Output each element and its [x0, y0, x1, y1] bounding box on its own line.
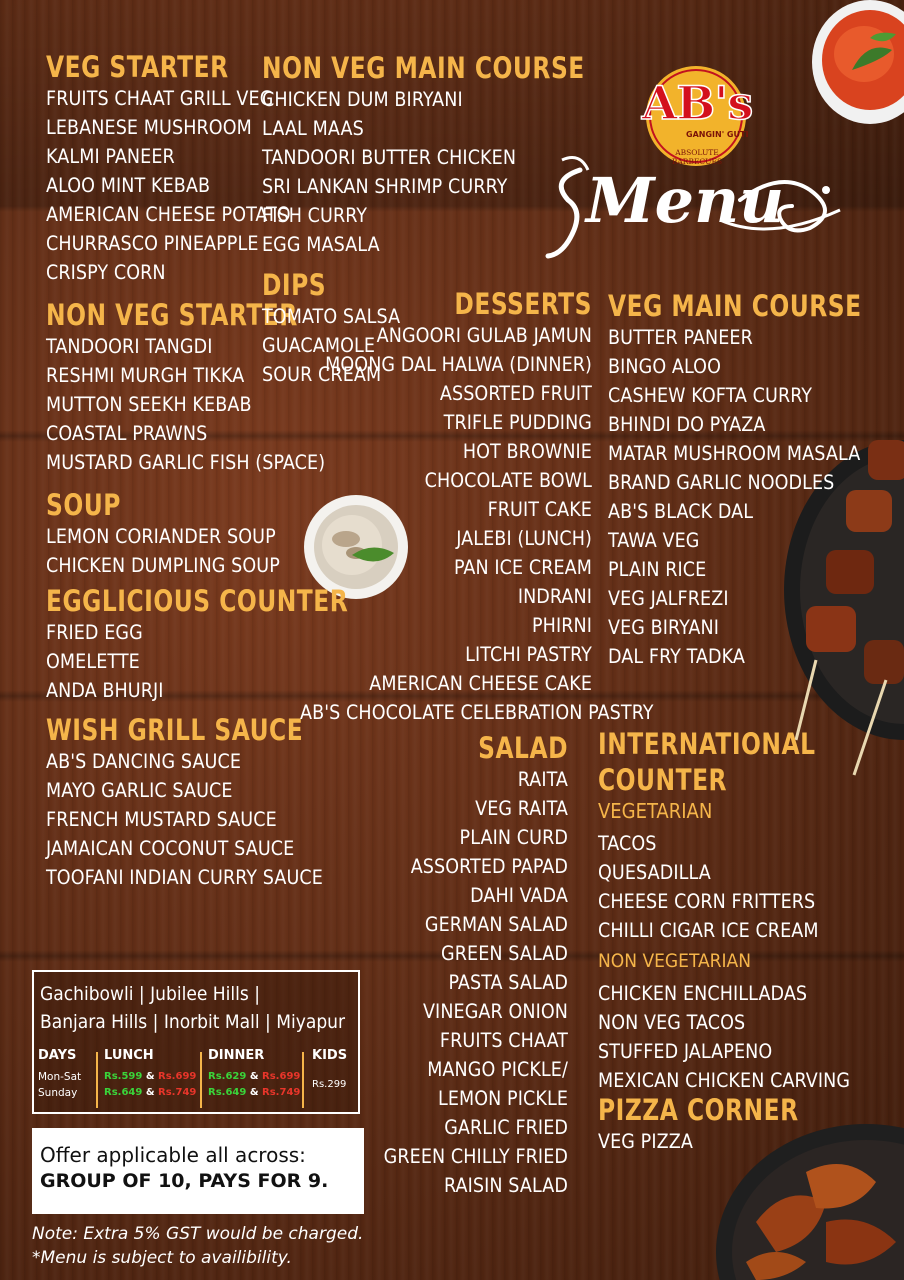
egglicious-item: ANDA BHURJI	[46, 679, 164, 702]
dessert-item: PHIRNI	[531, 614, 592, 637]
pricing-table	[34, 1048, 358, 1110]
days-header: DAYS	[38, 1048, 77, 1063]
dessert-item: PAN ICE CREAM	[453, 556, 592, 579]
international-nonveg-item: CHICKEN ENCHILLADAS	[598, 982, 808, 1005]
wish-grill-list	[46, 747, 323, 892]
non-veg-main-section	[262, 53, 585, 259]
non-veg-main-item: FISH CURRY	[262, 204, 368, 227]
soup-list	[46, 522, 280, 580]
veg-starter-item: KALMI PANEER	[46, 145, 175, 168]
international-heading: INTERNATIONAL COUNTER	[598, 728, 816, 798]
wish-grill-sauce-item: AB'S DANCING SAUCE	[46, 750, 242, 773]
kids-price: Rs.299	[312, 1079, 347, 1090]
lunch-row-1: Rs.599 & Rs.699	[104, 1071, 197, 1082]
desserts-heading: DESSERTS	[454, 288, 592, 322]
wish-grill-sauce-item: MAYO GARLIC SAUCE	[46, 779, 233, 802]
lunch-column	[104, 1048, 196, 1101]
pizza-item: VEG PIZZA	[598, 1130, 693, 1153]
days-column	[38, 1048, 81, 1101]
dip-item: GUACAMOLE	[262, 334, 376, 357]
dessert-item: AMERICAN CHEESE CAKE	[369, 672, 592, 695]
lunch-header: LUNCH	[104, 1048, 154, 1063]
dips-heading: DIPS	[262, 269, 327, 303]
veg-starter-item: FRUITS CHAAT GRILL VEG	[46, 87, 274, 110]
wish-grill-sauce-item: TOOFANI INDIAN CURRY SAUCE	[46, 866, 323, 889]
soup-section	[46, 490, 280, 580]
veg-main-item: AB'S BLACK DAL	[608, 500, 754, 523]
days-row-1: Mon-Sat	[38, 1071, 82, 1083]
dessert-item: TRIFLE PUDDING	[443, 411, 592, 434]
non-veg-main-item: TANDOORI BUTTER CHICKEN	[262, 146, 517, 169]
veg-starter-item: LEBANESE MUSHROOM	[46, 116, 252, 139]
veg-main-section	[608, 291, 862, 671]
veg-main-item: DAL FRY TADKA	[608, 645, 745, 668]
veg-starter-heading: VEG STARTER	[46, 51, 229, 85]
salad-item: ASSORTED PAPAD	[410, 855, 568, 878]
non-veg-main-item: EGG MASALA	[262, 233, 380, 256]
veg-starter-section	[46, 52, 291, 287]
gst-note: Note: Extra 5% GST would be charged.	[32, 1224, 364, 1244]
salad-list	[380, 765, 568, 1200]
veg-starter-item: CRISPY CORN	[46, 261, 166, 284]
international-veg-list	[598, 829, 904, 945]
salad-item: RAISIN SALAD	[444, 1174, 568, 1197]
dip-item: SOUR CREAM	[262, 363, 382, 386]
veg-starter-item: AMERICAN CHEESE POTATO	[46, 203, 291, 226]
salad-heading: SALAD	[478, 732, 568, 766]
locations-pricing-box	[32, 970, 360, 1114]
logo-brand-text: AB's	[641, 76, 753, 130]
locations-text	[34, 972, 358, 1036]
non-veg-starter-item: TANDOORI TANGDI	[46, 335, 213, 358]
international-veg-item: CHEESE CORN FRITTERS	[598, 890, 816, 913]
offer-line-1: Offer applicable all across:	[40, 1143, 306, 1167]
soup-heading: SOUP	[46, 489, 121, 523]
dessert-item: MOONG DAL HALWA (DINNER)	[325, 353, 592, 376]
dinner-row-1: Rs.629 & Rs.699	[208, 1071, 301, 1082]
wish-grill-section	[46, 715, 323, 892]
salad-item: GREEN SALAD	[441, 942, 568, 965]
salad-item: LEMON PICKLE	[437, 1087, 568, 1110]
international-nonveg-list	[598, 979, 904, 1095]
salad-item: DAHI VADA	[470, 884, 568, 907]
veg-main-item: MATAR MUSHROOM MASALA	[608, 442, 861, 465]
salad-item: RAITA	[517, 768, 568, 791]
pizza-heading: PIZZA CORNER	[598, 1094, 799, 1128]
lunch-row-2: Rs.649 & Rs.749	[104, 1087, 197, 1098]
salad-item: GERMAN SALAD	[424, 913, 568, 936]
egglicious-heading: EGGLICIOUS COUNTER	[46, 585, 349, 619]
salad-item: GREEN CHILLY FRIED	[383, 1145, 568, 1168]
egglicious-item: OMELETTE	[46, 650, 140, 673]
dessert-item: LITCHI PASTRY	[465, 643, 592, 666]
dessert-item: FRUIT CAKE	[487, 498, 592, 521]
salad-section	[380, 733, 568, 1200]
dessert-item: INDRANI	[517, 585, 592, 608]
pizza-section	[598, 1095, 799, 1156]
dessert-item: JALEBI (LUNCH)	[456, 527, 592, 550]
divider-2	[200, 1052, 202, 1108]
salad-item: GARLIC FRIED	[444, 1116, 568, 1139]
non-veg-starter-item: MUTTON SEEKH KEBAB	[46, 393, 252, 416]
veg-main-heading: VEG MAIN COURSE	[608, 290, 862, 324]
veg-main-item: VEG BIRYANI	[608, 616, 719, 639]
veg-main-item: BUTTER PANEER	[608, 326, 753, 349]
salad-item: PASTA SALAD	[448, 971, 568, 994]
veg-starter-item: ALOO MINT KEBAB	[46, 174, 211, 197]
divider-3	[302, 1052, 304, 1108]
wish-grill-heading: WISH GRILL SAUCE	[46, 714, 304, 748]
international-nonveg-item: STUFFED JALAPENO	[598, 1040, 773, 1063]
dinner-row-2: Rs.649 & Rs.749	[208, 1087, 301, 1098]
salad-item: VINEGAR ONION	[422, 1000, 568, 1023]
salad-item: MANGO PICKLE/	[427, 1058, 568, 1081]
wish-grill-sauce-item: JAMAICAN COCONUT SAUCE	[46, 837, 295, 860]
logo-tagline: GANGIN' GUTI	[686, 130, 749, 139]
dessert-item: HOT BROWNIE	[462, 440, 592, 463]
salad-item: PLAIN CURD	[459, 826, 568, 849]
logo-subline: ABSOLUTE BARBECUES	[671, 148, 723, 166]
international-nonveg-label: NON VEGETARIAN	[598, 950, 752, 972]
non-veg-starter-item: MUSTARD GARLIC FISH (SPACE)	[46, 451, 326, 474]
wish-grill-sauce-item: FRENCH MUSTARD SAUCE	[46, 808, 277, 831]
veg-main-item: PLAIN RICE	[608, 558, 707, 581]
dinner-column	[208, 1048, 300, 1101]
non-veg-main-item: LAAL MAAS	[262, 117, 364, 140]
international-veg-item: QUESADILLA	[598, 861, 711, 884]
days-row-2: Sunday	[38, 1087, 78, 1099]
dip-item: TOMATO SALSA	[262, 305, 401, 328]
international-nonveg-item: NON VEG TACOS	[598, 1011, 746, 1034]
soup-item: CHICKEN DUMPLING SOUP	[46, 554, 280, 577]
non-veg-starter-heading: NON VEG STARTER	[46, 299, 298, 333]
non-veg-main-list	[262, 85, 585, 259]
soup-item: LEMON CORIANDER SOUP	[46, 525, 276, 548]
veg-main-item: TAWA VEG	[608, 529, 700, 552]
international-veg-label: VEGETARIAN	[598, 799, 713, 823]
non-veg-main-heading: NON VEG MAIN COURSE	[262, 52, 585, 86]
non-veg-starter-item: RESHMI MURGH TIKKA	[46, 364, 245, 387]
veg-main-item: BRAND GARLIC NOODLES	[608, 471, 835, 494]
international-nonveg-item: MEXICAN CHICKEN CARVING	[598, 1069, 851, 1092]
kids-column	[312, 1048, 347, 1093]
menu-title-text: Menu	[586, 164, 785, 237]
divider-1	[96, 1052, 98, 1108]
salad-item: VEG RAITA	[475, 797, 568, 820]
footnotes	[32, 1222, 363, 1270]
international-section	[598, 728, 904, 1095]
veg-main-list	[608, 323, 862, 671]
international-veg-item: CHILLI CIGAR ICE CREAM	[598, 919, 819, 942]
non-veg-main-item: SRI LANKAN SHRIMP CURRY	[262, 175, 508, 198]
international-veg-item: TACOS	[598, 832, 657, 855]
dessert-item: AB'S CHOCOLATE CELEBRATION PASTRY	[300, 701, 654, 724]
menu-title	[540, 150, 850, 275]
dessert-item: ANGOORI GULAB JAMUN	[376, 324, 592, 347]
locations-line-1: Gachibowli | Jubilee Hills |	[40, 983, 261, 1005]
tomato-soup-bowl-image	[812, 0, 904, 128]
offer-line-2: GROUP OF 10, PAYS FOR 9.	[40, 1170, 329, 1192]
dinner-header: DINNER	[208, 1048, 265, 1063]
veg-starter-list	[46, 84, 291, 287]
dessert-item: CHOCOLATE BOWL	[424, 469, 592, 492]
dessert-item: ASSORTED FRUIT	[439, 382, 592, 405]
veg-main-item: BHINDI DO PYAZA	[608, 413, 766, 436]
locations-line-2: Banjara Hills | Inorbit Mall | Miyapur	[40, 1011, 346, 1033]
pizza-list	[598, 1127, 799, 1156]
availability-note: *Menu is subject to availibility.	[32, 1248, 292, 1268]
non-veg-main-item: CHICKEN DUM BIRYANI	[262, 88, 463, 111]
non-veg-starter-item: COASTAL PRAWNS	[46, 422, 208, 445]
veg-main-item: VEG JALFREZI	[608, 587, 729, 610]
veg-main-item: CASHEW KOFTA CURRY	[608, 384, 813, 407]
veg-starter-item: CHURRASCO PINEAPPLE	[46, 232, 259, 255]
group-offer-banner	[32, 1128, 364, 1214]
salad-item: FRUITS CHAAT	[439, 1029, 568, 1052]
egglicious-item: FRIED EGG	[46, 621, 143, 644]
veg-main-item: BINGO ALOO	[608, 355, 721, 378]
kids-header: KIDS	[312, 1048, 348, 1063]
